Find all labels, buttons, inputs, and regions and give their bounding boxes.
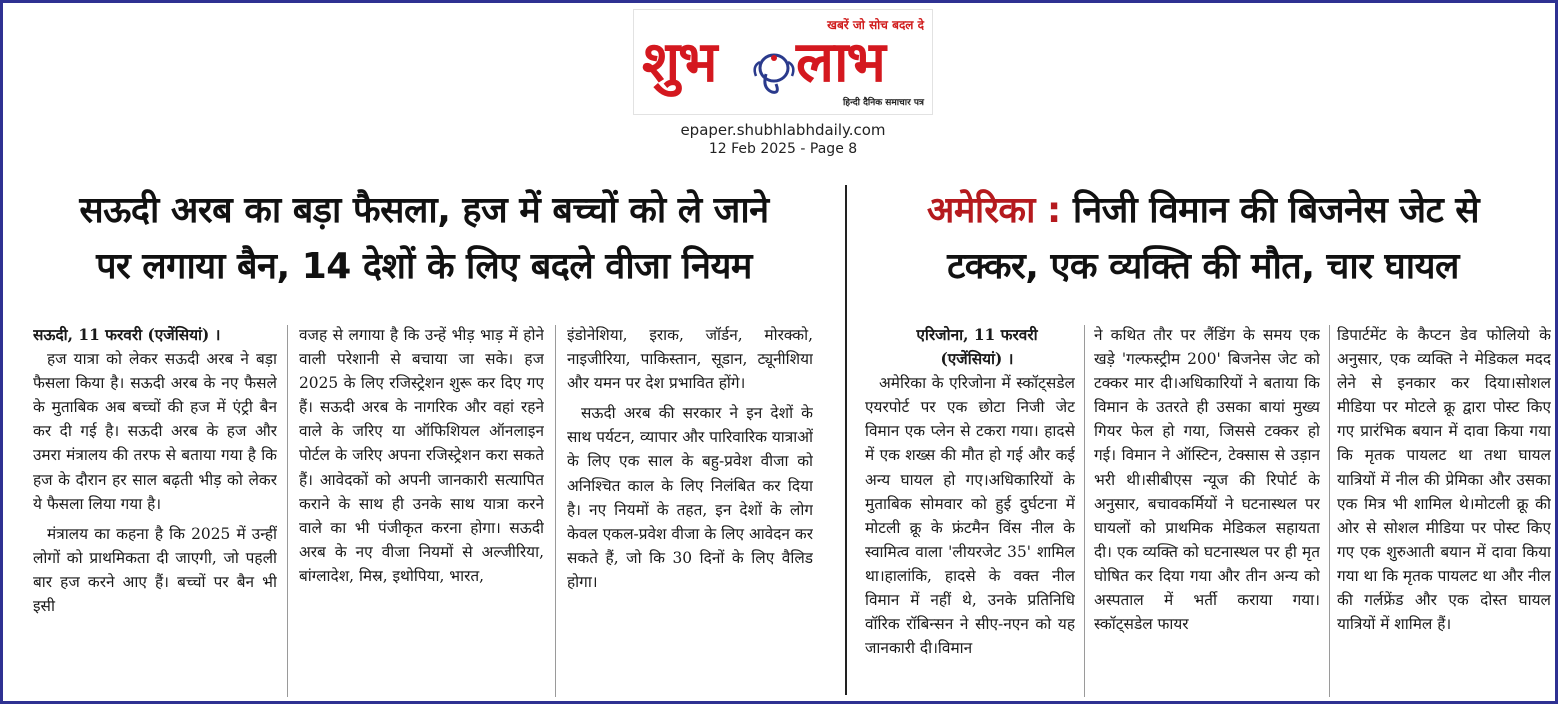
article1-paragraph: वजह से लगाया है कि उन्हें भीड़ भाड़ में होने वाली परेशानी से बचाया जा सके। हज 2025 के लिए रजिस्ट्रेशन शुरू कर दिए गए हैं। सऊदी अरब के नागरिक और वहां रहने वाले के जरिए या ऑफिशियल ऑनलाइन पोर्टल के जरिए अपना रजिस्ट्रेशन करा सकते हैं। आवेदकों को अपनी जानकारी सत्यापित कराने के साथ ही उनके साथ यात्रा करने वाले का भी पंजीकृत करना होगा। सऊदी अरब के नए वीजा नियमों से अल्जीरिया, बांग्लादेश, मिस्र, इथोपिया, भारत, bbox=[299, 326, 544, 585]
article1-dateline: सऊदी, 11 फरवरी (एजेंसियां) । bbox=[33, 326, 221, 344]
article2-headline-text1: निजी विमान की बिजनेस जेट से bbox=[1072, 190, 1480, 231]
article2-headline-line2: टक्कर, एक व्यक्ति की मौत, चार घायल bbox=[947, 246, 1459, 287]
article2-dateline: एरिजोना, 11 फरवरी bbox=[916, 326, 1038, 344]
article2-paragraph: डिपार्टमेंट के कैप्टन डेव फोलियो के अनुसार, एक व्यक्ति ने मेडिकल मदद लेने से इनकार कर दिया।सोशल मीडिया पर मोटले क्रू द्वारा पोस्ट किए गए प्रारंभिक बयान में दावा किया गया कि मृतक पायलट था तथा घायल यात्रियों में नील की प्रेमिका और उसका एक मित्र भी शामिल थे।मोटली क्रू की ओर से सोशल मीडिया पर पोस्ट किए गए एक शुरुआती बयान में दावा किया गया था कि मृतक पायलट था और नील की गर्लफ्रेंड और एक दोस्त घायल यात्रियों में शामिल हैं। bbox=[1337, 326, 1551, 634]
masthead-subtitle: हिन्दी दैनिक समाचार पत्र bbox=[842, 98, 924, 108]
article1-column-2 bbox=[299, 323, 544, 699]
masthead-tagline: खबरें जो सोच बदल दे bbox=[827, 18, 924, 32]
article1-column-3 bbox=[567, 323, 813, 699]
column-divider bbox=[1329, 325, 1330, 697]
article-divider bbox=[845, 185, 847, 695]
article2-dateline-agency: (एजेंसियां) । bbox=[940, 350, 1014, 369]
article2-paragraph: ने कथित तौर पर लैंडिंग के समय एक खड़े 'गल्फस्ट्रीम 200' बिजनेस जेट को टक्कर मार दी।अधिकारियों ने बताया कि विमान के उतरते ही उसका बायां मुख्य गियर फेल हो गया, जिससे टक्कर हो गई। विमान ने ऑस्टिन, टेक्सास से उड़ान भरी थी।सीबीएस न्यूज की रिपोर्ट के अनुसार, बचावकर्मियों ने घटनास्थल पर घायलों को प्राथमिक मेडिकल सहायता दी। एक व्यक्ति को घटनास्थल पर ही मृत घोषित कर दिया गया और तीन अन्य को अस्पताल में भर्ती कराया गया। स्कॉट्सडेल फायर bbox=[1094, 326, 1320, 634]
article1-headline-line1: सऊदी अरब का बड़ा फैसला, हज में बच्चों को ले जाने bbox=[79, 190, 769, 231]
column-divider bbox=[1084, 325, 1085, 697]
epaper-url: epaper.shubhlabhdaily.com bbox=[680, 121, 886, 139]
issue-date-page: 12 Feb 2025 - Page 8 bbox=[708, 141, 858, 157]
article1-paragraph: हज यात्रा को लेकर सऊदी अरब ने बड़ा फैसला किया है। सऊदी अरब के नए फैसले के मुताबिक अब बच्चों की हज में एंट्री बैन कर दी गई है। सऊदी अरब के हज और उमरा मंत्रालय की तरफ से बताया गया है कि हज के दौरान हर साल बढ़ती भीड़ को लेकर ये फैसला लिया गया है। bbox=[33, 350, 277, 513]
article1-paragraph: इंडोनेशिया, इराक, जॉर्डन, मोरक्को, नाइजीरिया, पाकिस्तान, सूडान, ट्यूनीशिया और यमन पर देश प्रभावित होंगे। bbox=[567, 326, 813, 393]
article2-column-2 bbox=[1094, 323, 1320, 699]
column-divider bbox=[287, 325, 288, 697]
article1-column-1 bbox=[33, 323, 277, 699]
article1-paragraph: सऊदी अरब की सरकार ने इन देशों के साथ पर्यटन, व्यापार और पारिवारिक यात्राओं के लिए एक साल के बहु-प्रवेश वीजा को अनिश्चित काल के लिए निलंबित कर दिया है। नए नियमों के तहत, इन देशों के लोग केवल एकल-प्रवेश वीजा के लिए आवेदन कर सकते हैं, जो कि 30 दिनों के लिए वैलिड होगा। bbox=[567, 404, 813, 591]
article2-column-1 bbox=[865, 323, 1075, 699]
ganesh-logo-icon bbox=[746, 44, 802, 100]
article2-headline-line1 bbox=[863, 183, 1543, 239]
logo-text-labh: लाभ bbox=[796, 30, 884, 95]
logo-text-shubh: शुभ bbox=[642, 30, 716, 95]
column-divider bbox=[555, 325, 556, 697]
article2-column-3 bbox=[1337, 323, 1551, 699]
article1-headline-line2: पर लगाया बैन, 14 देशों के लिए बदले वीजा नियम bbox=[96, 246, 752, 287]
newspaper-masthead bbox=[633, 9, 933, 115]
article2-headline-location: अमेरिका : bbox=[926, 190, 1061, 231]
article1-paragraph: मंत्रालय का कहना है कि 2025 में उन्हीं लोगों को प्राथमिकता दी जाएगी, जो पहली बार हज करने आए हैं। बच्चों पर बैन भी इसी bbox=[33, 524, 277, 616]
article1-headline bbox=[21, 183, 827, 295]
article2-paragraph: अमेरिका के एरिजोना में स्कॉट्सडेल एयरपोर्ट पर एक छोटा निजी जेट विमान एक प्लेन से टकरा गया। हादसे में एक शख्स की मौत हो गई और कई अन्य घायल हो गए।अधिकारियों के मुताबिक सोमवार को हुई दुर्घटना में मोटली क्रू के फ्रंटमैन विंस नील के स्वामित्व वाला 'लीयरजेट 35' शामिल था।हालांकि, हादसे के वक्त नील विमान में नहीं थे, उनके प्रतिनिधि वॉरिक रॉबिन्सन ने सीए-नएन को यह जानकारी दी।विमान bbox=[865, 374, 1075, 658]
article2-headline bbox=[863, 183, 1543, 295]
